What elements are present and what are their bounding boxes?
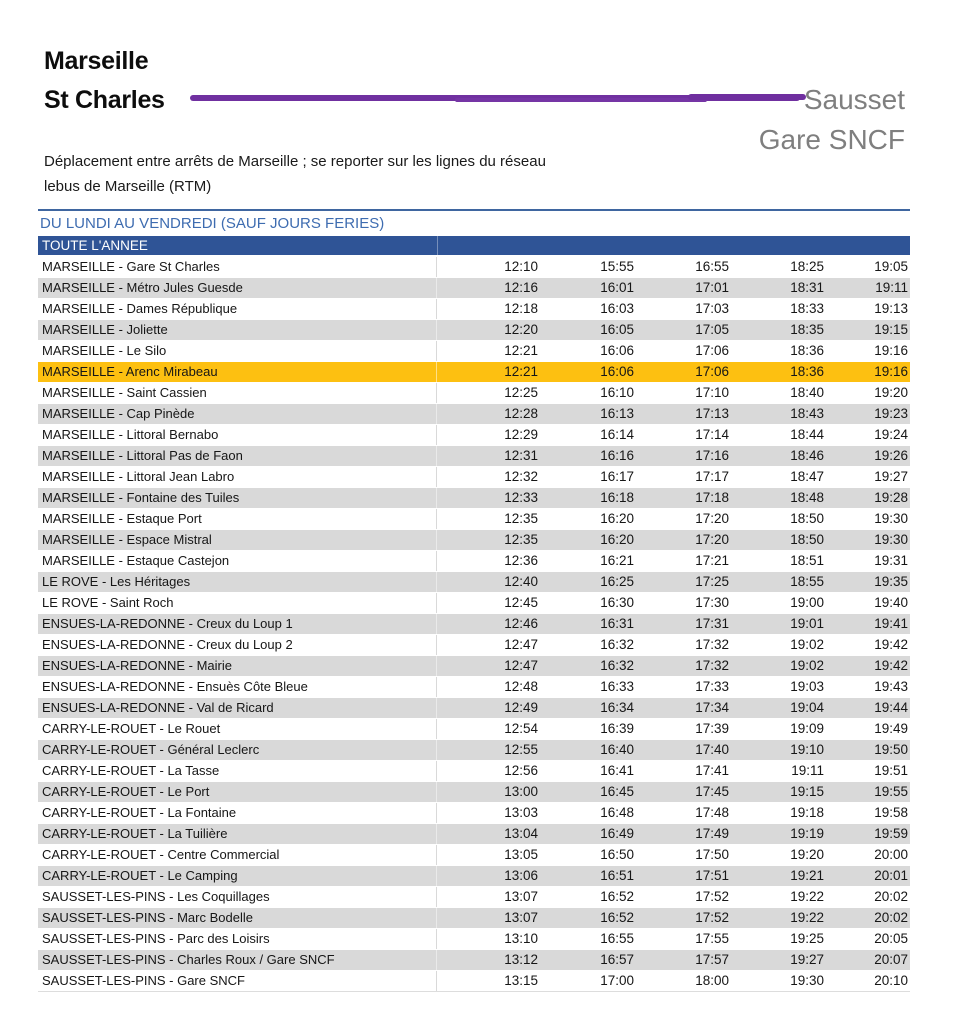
time-cell: 16:48 <box>600 805 634 820</box>
time-cell: 17:18 <box>695 490 729 505</box>
stop-name: MARSEILLE - Arenc Mirabeau <box>38 362 437 382</box>
timetable-body <box>38 257 910 992</box>
time-cell: 19:25 <box>790 931 824 946</box>
origin-title <box>44 42 165 120</box>
stop-name: MARSEILLE - Métro Jules Guesde <box>38 278 437 298</box>
timetable-row <box>38 866 910 887</box>
timetable-row <box>38 614 910 635</box>
stop-name: MARSEILLE - Littoral Bernabo <box>38 425 437 445</box>
time-cell: 20:00 <box>874 847 908 862</box>
time-cell: 19:31 <box>874 553 908 568</box>
time-cell: 17:00 <box>600 973 634 988</box>
time-cell: 19:02 <box>790 637 824 652</box>
time-cell: 12:10 <box>504 259 538 274</box>
timetable-row <box>38 467 910 488</box>
time-cell: 19:58 <box>874 805 908 820</box>
time-cell: 20:02 <box>874 910 908 925</box>
time-cell: 19:59 <box>874 826 908 841</box>
time-cell: 17:52 <box>695 889 729 904</box>
time-cell: 13:06 <box>504 868 538 883</box>
timetable-row <box>38 341 910 362</box>
time-cell: 18:36 <box>790 343 824 358</box>
destination-line2: Gare SNCF <box>758 124 905 155</box>
time-cell: 17:48 <box>695 805 729 820</box>
time-cell: 16:52 <box>600 910 634 925</box>
stop-name: MARSEILLE - Littoral Pas de Faon <box>38 446 437 466</box>
time-cell: 17:30 <box>695 595 729 610</box>
stop-name: ENSUES-LA-REDONNE - Ensuès Côte Bleue <box>38 677 437 697</box>
timetable-row <box>38 719 910 740</box>
time-cell: 17:16 <box>695 448 729 463</box>
stop-name: ENSUES-LA-REDONNE - Creux du Loup 1 <box>38 614 437 634</box>
time-cell: 16:06 <box>600 343 634 358</box>
time-cell: 17:49 <box>695 826 729 841</box>
time-cell: 12:32 <box>504 469 538 484</box>
time-cell: 19:42 <box>874 637 908 652</box>
time-cell: 18:31 <box>790 280 824 295</box>
time-cell: 16:18 <box>600 490 634 505</box>
time-cell: 18:50 <box>790 511 824 526</box>
time-cell: 19:49 <box>874 721 908 736</box>
time-cell: 17:57 <box>695 952 729 967</box>
stop-name: MARSEILLE - Gare St Charles <box>38 257 437 277</box>
time-cell: 16:33 <box>600 679 634 694</box>
time-cell: 17:52 <box>695 910 729 925</box>
timetable-row <box>38 761 910 782</box>
origin-line2: St Charles <box>44 86 165 114</box>
time-cell: 17:51 <box>695 868 729 883</box>
time-cell: 17:40 <box>695 742 729 757</box>
timetable-row <box>38 929 910 950</box>
time-cell: 19:44 <box>874 700 908 715</box>
timetable-row <box>38 971 910 992</box>
time-cell: 12:29 <box>504 427 538 442</box>
time-cell: 16:06 <box>600 364 634 379</box>
stop-name: CARRY-LE-ROUET - La Tuilière <box>38 824 437 844</box>
network-note <box>44 149 546 199</box>
time-cell: 13:07 <box>504 889 538 904</box>
time-cell: 16:13 <box>600 406 634 421</box>
timetable-row <box>38 278 910 299</box>
time-cell: 16:51 <box>600 868 634 883</box>
timetable-row <box>38 740 910 761</box>
timetable-row <box>38 488 910 509</box>
stop-name: MARSEILLE - Littoral Jean Labro <box>38 467 437 487</box>
stop-name: SAUSSET-LES-PINS - Marc Bodelle <box>38 908 437 928</box>
time-cell: 20:07 <box>874 952 908 967</box>
time-cell: 19:10 <box>790 742 824 757</box>
time-cell: 19:15 <box>874 322 908 337</box>
timetable-row <box>38 362 910 383</box>
time-cell: 20:05 <box>874 931 908 946</box>
time-cell: 16:30 <box>600 595 634 610</box>
time-cell: 16:50 <box>600 847 634 862</box>
time-cell: 18:36 <box>790 364 824 379</box>
time-cell: 12:56 <box>504 763 538 778</box>
timetable-row <box>38 257 910 278</box>
stop-name: ENSUES-LA-REDONNE - Mairie <box>38 656 437 676</box>
timetable-row <box>38 593 910 614</box>
stop-name: MARSEILLE - Espace Mistral <box>38 530 437 550</box>
time-cell: 16:01 <box>600 280 634 295</box>
time-cell: 16:20 <box>600 511 634 526</box>
time-cell: 12:20 <box>504 322 538 337</box>
time-cell: 17:17 <box>695 469 729 484</box>
time-cell: 17:31 <box>695 616 729 631</box>
time-cell: 17:50 <box>695 847 729 862</box>
timetable-row <box>38 845 910 866</box>
time-cell: 19:43 <box>874 679 908 694</box>
time-cell: 15:55 <box>600 259 634 274</box>
destination-line1: Sausset <box>803 84 905 115</box>
time-cell: 17:21 <box>695 553 729 568</box>
time-cell: 17:45 <box>695 784 729 799</box>
time-cell: 17:33 <box>695 679 729 694</box>
time-cell: 13:12 <box>504 952 538 967</box>
time-cell: 19:27 <box>874 469 908 484</box>
timetable-row <box>38 782 910 803</box>
time-cell: 12:40 <box>504 574 538 589</box>
stop-name: MARSEILLE - Estaque Castejon <box>38 551 437 571</box>
time-cell: 16:21 <box>600 553 634 568</box>
stop-name: CARRY-LE-ROUET - Le Camping <box>38 866 437 886</box>
time-cell: 16:57 <box>600 952 634 967</box>
time-cell: 19:05 <box>874 259 908 274</box>
stop-name: CARRY-LE-ROUET - Centre Commercial <box>38 845 437 865</box>
time-cell: 20:10 <box>874 973 908 988</box>
time-cell: 13:03 <box>504 805 538 820</box>
time-cell: 19:01 <box>790 616 824 631</box>
time-cell: 20:02 <box>874 889 908 904</box>
stop-name: MARSEILLE - Estaque Port <box>38 509 437 529</box>
period-rule <box>38 209 910 211</box>
time-cell: 12:47 <box>504 658 538 673</box>
time-cell: 18:50 <box>790 532 824 547</box>
time-cell: 19:55 <box>874 784 908 799</box>
time-cell: 12:16 <box>504 280 538 295</box>
time-cell: 16:34 <box>600 700 634 715</box>
time-cell: 17:03 <box>695 301 729 316</box>
time-cell: 19:16 <box>874 364 908 379</box>
time-cell: 19:03 <box>790 679 824 694</box>
time-cell: 18:51 <box>790 553 824 568</box>
time-cell: 16:31 <box>600 616 634 631</box>
time-cell: 16:39 <box>600 721 634 736</box>
stop-name: MARSEILLE - Dames République <box>38 299 437 319</box>
time-cell: 16:17 <box>600 469 634 484</box>
time-cell: 12:35 <box>504 532 538 547</box>
timetable-row <box>38 950 910 971</box>
time-cell: 13:05 <box>504 847 538 862</box>
stop-name: MARSEILLE - Cap Pinède <box>38 404 437 424</box>
stop-name: SAUSSET-LES-PINS - Gare SNCF <box>38 971 437 991</box>
column-divider <box>437 236 438 255</box>
time-cell: 12:55 <box>504 742 538 757</box>
time-cell: 13:04 <box>504 826 538 841</box>
time-cell: 13:10 <box>504 931 538 946</box>
time-cell: 16:45 <box>600 784 634 799</box>
time-cell: 16:41 <box>600 763 634 778</box>
timetable-row <box>38 677 910 698</box>
time-cell: 16:32 <box>600 658 634 673</box>
route-line-segment <box>455 98 707 102</box>
time-cell: 17:34 <box>695 700 729 715</box>
time-cell: 16:16 <box>600 448 634 463</box>
time-cell: 18:43 <box>790 406 824 421</box>
time-cell: 16:52 <box>600 889 634 904</box>
time-cell: 12:25 <box>504 385 538 400</box>
time-cell: 12:21 <box>504 343 538 358</box>
stop-name: MARSEILLE - Fontaine des Tuiles <box>38 488 437 508</box>
time-cell: 13:07 <box>504 910 538 925</box>
timetable-row <box>38 551 910 572</box>
time-cell: 19:11 <box>791 763 824 778</box>
time-cell: 13:15 <box>504 973 538 988</box>
stop-name: CARRY-LE-ROUET - La Fontaine <box>38 803 437 823</box>
time-cell: 12:45 <box>504 595 538 610</box>
time-cell: 16:55 <box>695 259 729 274</box>
time-cell: 12:49 <box>504 700 538 715</box>
time-cell: 17:32 <box>695 658 729 673</box>
timetable-row <box>38 824 910 845</box>
time-cell: 17:20 <box>695 511 729 526</box>
timetable-row <box>38 803 910 824</box>
timetable-row <box>38 404 910 425</box>
time-cell: 19:30 <box>874 532 908 547</box>
timetable-row <box>38 656 910 677</box>
time-cell: 17:41 <box>695 763 729 778</box>
time-cell: 17:39 <box>695 721 729 736</box>
time-cell: 16:55 <box>600 931 634 946</box>
time-cell: 16:03 <box>600 301 634 316</box>
timetable-row <box>38 425 910 446</box>
time-cell: 17:06 <box>695 343 729 358</box>
time-cell: 16:20 <box>600 532 634 547</box>
time-cell: 19:00 <box>790 595 824 610</box>
time-cell: 17:20 <box>695 532 729 547</box>
time-cell: 19:20 <box>790 847 824 862</box>
time-cell: 12:31 <box>504 448 538 463</box>
time-cell: 19:19 <box>790 826 824 841</box>
stop-name: SAUSSET-LES-PINS - Les Coquillages <box>38 887 437 907</box>
timetable-row <box>38 887 910 908</box>
time-cell: 19:41 <box>874 616 908 631</box>
time-cell: 12:48 <box>504 679 538 694</box>
time-cell: 19:04 <box>790 700 824 715</box>
time-cell: 17:25 <box>695 574 729 589</box>
validity-label: TOUTE L'ANNEE <box>42 238 148 253</box>
time-cell: 17:14 <box>695 427 729 442</box>
stop-name: MARSEILLE - Le Silo <box>38 341 437 361</box>
time-cell: 20:01 <box>874 868 908 883</box>
time-cell: 12:28 <box>504 406 538 421</box>
time-cell: 19:42 <box>874 658 908 673</box>
time-cell: 19:30 <box>874 511 908 526</box>
time-cell: 18:46 <box>790 448 824 463</box>
origin-line1: Marseille <box>44 47 149 75</box>
timetable-row <box>38 509 910 530</box>
time-cell: 12:18 <box>504 301 538 316</box>
stop-name: CARRY-LE-ROUET - Le Rouet <box>38 719 437 739</box>
time-cell: 18:48 <box>790 490 824 505</box>
time-cell: 12:21 <box>504 364 538 379</box>
stop-name: CARRY-LE-ROUET - La Tasse <box>38 761 437 781</box>
time-cell: 19:40 <box>874 595 908 610</box>
stop-name: CARRY-LE-ROUET - Le Port <box>38 782 437 802</box>
timetable-row <box>38 320 910 341</box>
time-cell: 17:32 <box>695 637 729 652</box>
time-cell: 17:05 <box>695 322 729 337</box>
timetable-row <box>38 635 910 656</box>
stop-name: SAUSSET-LES-PINS - Charles Roux / Gare SNCF <box>38 950 437 970</box>
destination-title <box>759 80 905 160</box>
time-cell: 19:18 <box>790 805 824 820</box>
time-cell: 13:00 <box>504 784 538 799</box>
time-cell: 12:35 <box>504 511 538 526</box>
time-cell: 19:50 <box>874 742 908 757</box>
time-cell: 19:09 <box>790 721 824 736</box>
stop-name: LE ROVE - Les Héritages <box>38 572 437 592</box>
time-cell: 17:06 <box>695 364 729 379</box>
timetable-row <box>38 572 910 593</box>
timetable-row <box>38 299 910 320</box>
time-cell: 12:33 <box>504 490 538 505</box>
time-cell: 18:40 <box>790 385 824 400</box>
time-cell: 19:20 <box>874 385 908 400</box>
time-cell: 17:13 <box>695 406 729 421</box>
time-cell: 19:24 <box>874 427 908 442</box>
timetable-row <box>38 530 910 551</box>
time-cell: 18:44 <box>790 427 824 442</box>
time-cell: 12:47 <box>504 637 538 652</box>
time-cell: 16:14 <box>600 427 634 442</box>
time-cell: 19:22 <box>790 889 824 904</box>
time-cell: 19:51 <box>874 763 908 778</box>
time-cell: 17:55 <box>695 931 729 946</box>
time-cell: 16:32 <box>600 637 634 652</box>
time-cell: 12:46 <box>504 616 538 631</box>
time-cell: 19:22 <box>790 910 824 925</box>
time-cell: 16:25 <box>600 574 634 589</box>
time-cell: 19:27 <box>790 952 824 967</box>
stop-name: MARSEILLE - Saint Cassien <box>38 383 437 403</box>
note-line2: lebus de Marseille (RTM) <box>44 178 212 195</box>
validity-bar <box>38 236 910 255</box>
time-cell: 19:16 <box>874 343 908 358</box>
stop-name: MARSEILLE - Joliette <box>38 320 437 340</box>
time-cell: 19:11 <box>875 280 908 295</box>
period-label: DU LUNDI AU VENDREDI (SAUF JOURS FERIES) <box>40 215 385 232</box>
time-cell: 12:36 <box>504 553 538 568</box>
time-cell: 18:35 <box>790 322 824 337</box>
time-cell: 16:49 <box>600 826 634 841</box>
time-cell: 19:30 <box>790 973 824 988</box>
stop-name: ENSUES-LA-REDONNE - Val de Ricard <box>38 698 437 718</box>
time-cell: 18:55 <box>790 574 824 589</box>
time-cell: 16:10 <box>600 385 634 400</box>
stop-name: LE ROVE - Saint Roch <box>38 593 437 613</box>
time-cell: 16:40 <box>600 742 634 757</box>
time-cell: 19:35 <box>874 574 908 589</box>
time-cell: 12:54 <box>504 721 538 736</box>
time-cell: 18:33 <box>790 301 824 316</box>
time-cell: 17:10 <box>695 385 729 400</box>
time-cell: 16:05 <box>600 322 634 337</box>
stop-name: SAUSSET-LES-PINS - Parc des Loisirs <box>38 929 437 949</box>
time-cell: 19:21 <box>790 868 824 883</box>
time-cell: 17:01 <box>695 280 729 295</box>
time-cell: 18:00 <box>695 973 729 988</box>
timetable-row <box>38 698 910 719</box>
time-cell: 19:26 <box>874 448 908 463</box>
timetable-row <box>38 383 910 404</box>
time-cell: 19:15 <box>790 784 824 799</box>
time-cell: 18:25 <box>790 259 824 274</box>
time-cell: 19:13 <box>874 301 908 316</box>
stop-name: CARRY-LE-ROUET - Général Leclerc <box>38 740 437 760</box>
timetable-row <box>38 446 910 467</box>
time-cell: 18:47 <box>790 469 824 484</box>
timetable-row <box>38 908 910 929</box>
stop-name: ENSUES-LA-REDONNE - Creux du Loup 2 <box>38 635 437 655</box>
time-cell: 19:28 <box>874 490 908 505</box>
time-cell: 19:23 <box>874 406 908 421</box>
note-line1: Déplacement entre arrêts de Marseille ; se reporter sur les lignes du réseau <box>44 153 546 170</box>
time-cell: 19:02 <box>790 658 824 673</box>
